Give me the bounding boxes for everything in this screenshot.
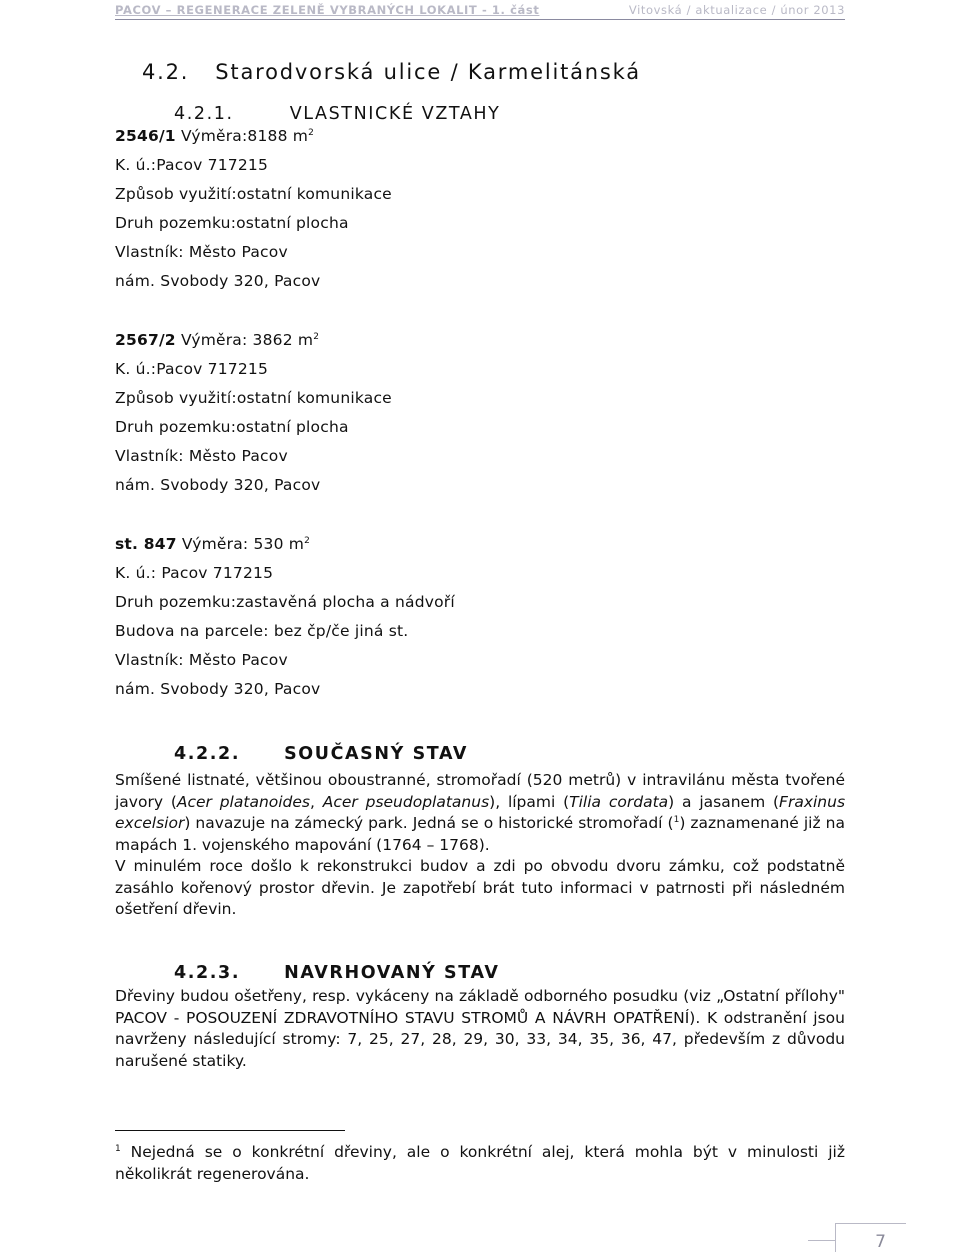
section-number: 4.2. <box>142 60 190 84</box>
text-run: ) zaznamenané již na mapách 1. vojenského mapování (1764 – 1768). <box>115 814 845 854</box>
parcel-land-use: Způsob využití:ostatní komunikace <box>115 389 392 407</box>
parcel-cadastral-area: K. ú.:Pacov 717215 <box>115 360 269 378</box>
header-version: Vitovská / aktualizace / únor 2013 <box>628 3 845 17</box>
parcel-id: 2567/2 <box>115 331 176 349</box>
text-run: ) navazuje na zámecký park. Jedná se o historické stromořadí ( <box>184 814 674 832</box>
parcel-heading <box>115 127 314 145</box>
footnote-text: Nejedná se o konkrétní dřeviny, ale o konkrétní alej, která mohla být v minulosti již několikrát regenerována. <box>115 1143 845 1183</box>
text-run: Smíšené listnaté, většinou oboustranné, stromořadí (520 metrů) v intravilánu města tvořené javory ( <box>115 771 845 811</box>
current-state-paragraph <box>115 770 845 856</box>
parcel-heading <box>115 331 319 349</box>
subsection-number: 4.2.2. <box>174 744 241 764</box>
area-unit-exponent: 2 <box>308 127 315 138</box>
subsection-title: NAVRHOVANÝ STAV <box>284 963 500 983</box>
text-run: ) a jasanem ( <box>668 792 780 811</box>
paragraph-text: Dřeviny budou ošetřeny, resp. vykáceny na základě odborného posudku (viz „Ostatní přílohy" PACOV - POSOUZENÍ ZDRAVOTNÍHO STAVU STROMŮ A NÁVRH OPATŘENÍ). K odstranění jsou navrženy následující stromy: 7, 25, 27, 28, 29, 30, 33, 34, 35, 36, 47, především z důvodu narušené statiky. <box>115 987 845 1070</box>
parcel-building: Budova na parcele: bez čp/če jiná st. <box>115 622 409 640</box>
parcel-owner: Vlastník: Město Pacov <box>115 243 288 261</box>
proposed-state-paragraph <box>115 986 845 1072</box>
parcel-owner: Vlastník: Město Pacov <box>115 447 288 465</box>
footnote-reference[interactable]: 1 <box>673 814 680 825</box>
area-unit-exponent: 2 <box>304 535 310 546</box>
subsection-ownership-heading <box>174 104 500 124</box>
subsection-current-heading <box>174 744 468 764</box>
parcel-area: Výměra: 3862 m <box>180 331 314 349</box>
subsection-number: 4.2.1. <box>174 104 234 124</box>
text-run: , <box>310 792 323 811</box>
page-number-box <box>835 1223 906 1252</box>
section-heading <box>142 60 641 84</box>
subsection-proposed-heading <box>174 963 500 983</box>
footnote-separator <box>115 1130 345 1131</box>
footnote-mark: 1 <box>115 1143 121 1154</box>
parcel-cadastral-area: K. ú.:Pacov 717215 <box>115 156 269 174</box>
parcel-land-type: Druh pozemku:zastavěná plocha a nádvoří <box>115 593 455 611</box>
text-run: ), lípami ( <box>489 792 570 811</box>
area-unit-exponent: 2 <box>313 331 320 342</box>
paragraph-text: V minulém roce došlo k rekonstrukci budov a zdi po obvodu dvoru zámku, což podstatně zasáhlo kořenový prostor dřevin. Je zapotřebí brát tuto informaci v patrnosti při následném ošetření dřevin. <box>115 857 845 918</box>
species-name: Acer pseudoplatanus <box>322 792 490 811</box>
parcel-land-use: Způsob využití:ostatní komunikace <box>115 185 392 203</box>
footnote <box>115 1142 845 1185</box>
parcel-area: Výměra:8188 m <box>180 127 309 145</box>
parcel-area: Výměra: 530 m <box>181 535 305 553</box>
parcel-heading <box>115 535 310 553</box>
parcel-owner: Vlastník: Město Pacov <box>115 651 288 669</box>
species-name: Tilia cordata <box>569 792 669 811</box>
section-title: Starodvorská ulice / Karmelitánská <box>215 60 641 84</box>
subsection-title: VLASTNICKÉ VZTAHY <box>289 104 501 124</box>
parcel-owner-address: nám. Svobody 320, Pacov <box>115 680 321 698</box>
page-box-rule <box>808 1240 836 1241</box>
subsection-title: SOUČASNÝ STAV <box>284 744 469 764</box>
parcel-land-type: Druh pozemku:ostatní plocha <box>115 214 349 232</box>
parcel-cadastral-area: K. ú.: Pacov 717215 <box>115 564 274 582</box>
subsection-number: 4.2.3. <box>174 963 241 983</box>
parcel-owner-address: nám. Svobody 320, Pacov <box>115 476 321 494</box>
parcel-id: 2546/1 <box>115 127 176 145</box>
parcel-land-type: Druh pozemku:ostatní plocha <box>115 418 349 436</box>
species-name: Fraxinus excelsior <box>115 792 846 832</box>
page-header <box>115 3 845 20</box>
species-name: Acer platanoides <box>176 792 311 811</box>
parcel-owner-address: nám. Svobody 320, Pacov <box>115 272 321 290</box>
parcel-id: st. 847 <box>115 535 177 553</box>
current-state-paragraph-2 <box>115 856 845 921</box>
page-number: 7 <box>875 1232 886 1252</box>
header-document-title: PACOV – REGENERACE ZELENĚ VYBRANÝCH LOKALIT - 1. část <box>115 3 540 17</box>
